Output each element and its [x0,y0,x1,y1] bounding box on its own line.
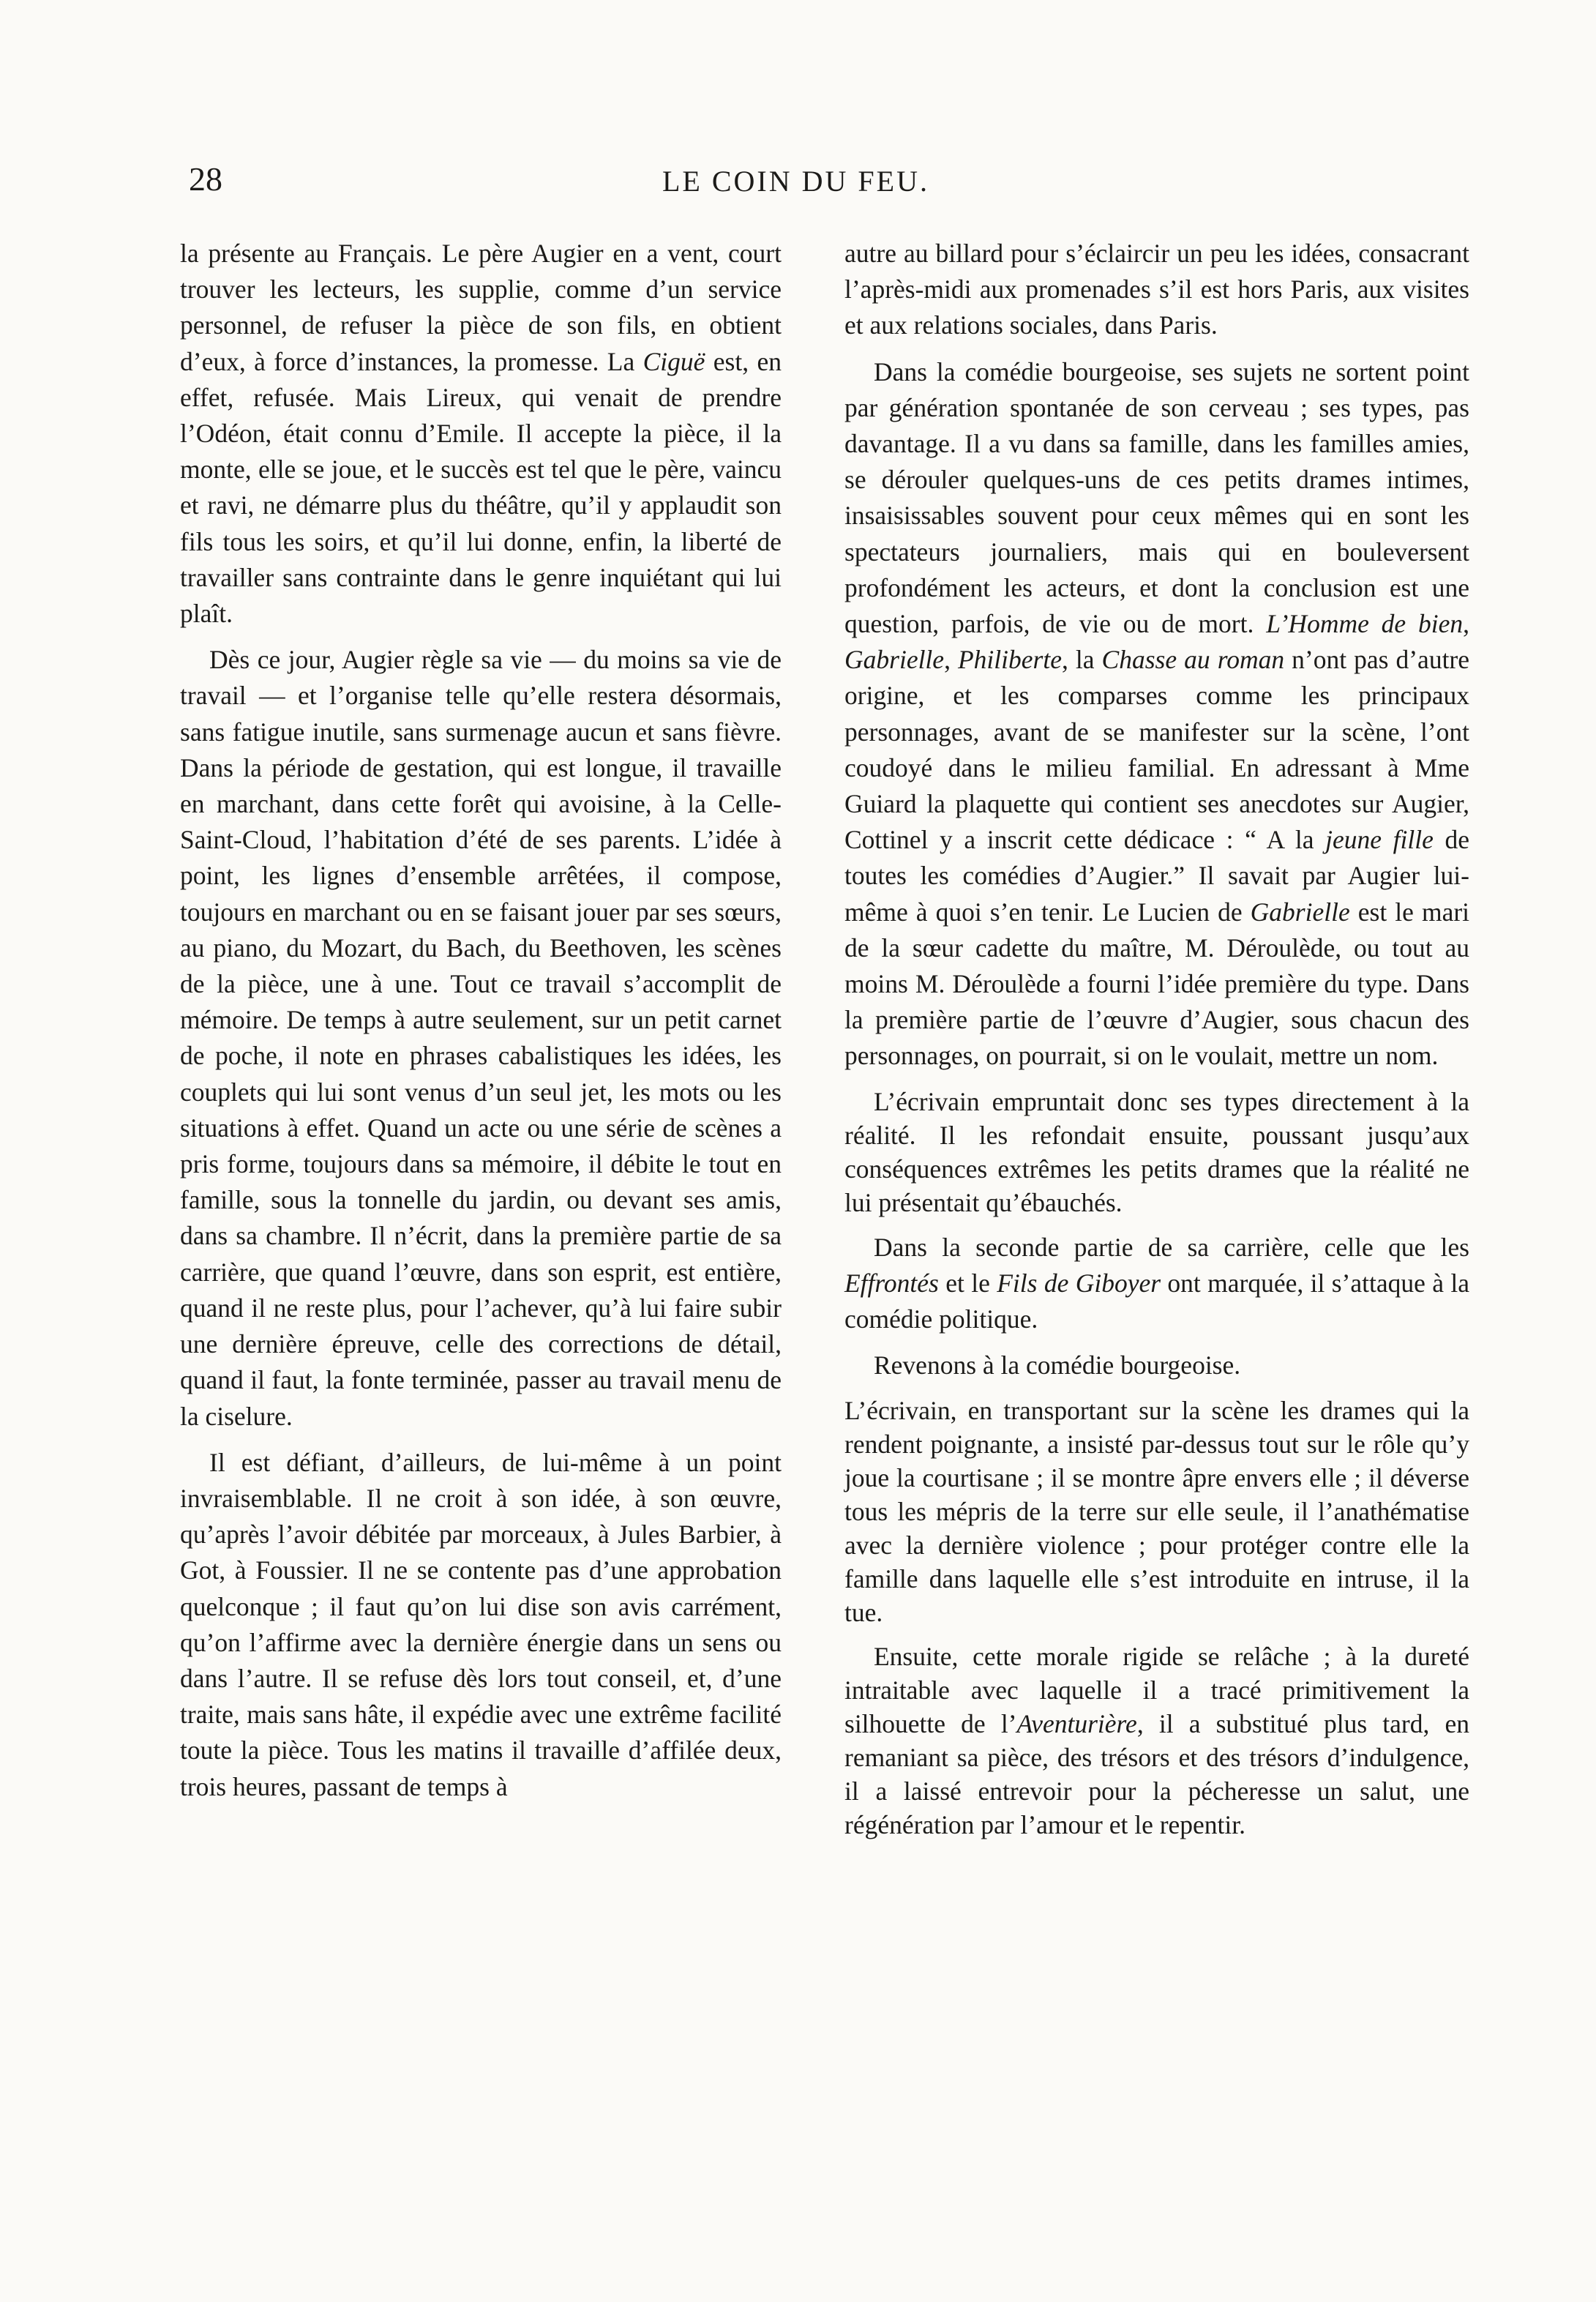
text-run: est le mari de la sœur cadette du maître, M. Déroulède, ou tout au moins M. Déroulède a fourni l’idée première du type. Dans la première partie de l’œuvre d’Augier, sous chacun des personnages, on pourrait, si on le voulait, mettre un nom. [844,897,1470,1071]
right-paragraph-7 [844,1640,1469,1842]
right-paragraph-2 [844,354,1469,1075]
play-title: Gabrielle [1250,897,1350,927]
right-paragraph-5: Revenons à la comédie bourgeoise. [874,1350,1241,1380]
right-paragraph-1: autre au billard pour s’éclaircir un peu les idées, consacrant l’après-midi aux promenades s’il est hors Paris, aux visites et aux relations sociales, dans Paris. [844,239,1469,340]
text-run: , [944,645,958,675]
left-column [180,236,782,1805]
text-run: , la [1061,645,1102,675]
text-run: est, en effet, refusée. Mais Lireux, qui venait de prendre l’Odéon, était connu d’Emile. Il accepte la pièce, il la monte, elle se joue, et le succès est tel que le père, vaincu et ravi, ne démarre plus du théâtre, qu’il y applaudit son fils tous les soirs, et qu’il lui donne, enfin, la liberté de travailler sans contrainte dans le genre inquiétant qui lui plaît. [180,346,782,629]
left-paragraph-1 [180,236,782,632]
emphasis: jeune fille [1325,825,1434,855]
page-number: 28 [189,160,222,198]
running-head: LE COIN DU FEU. [662,165,929,198]
right-paragraph-4 [844,1230,1469,1338]
play-title: Effrontés [844,1268,939,1298]
text-run: Dans la comédie bourgeoise, ses sujets ne sortent point par génération spontanée de son cerveau ; ses types, pas davantage. Il a vu dans sa famille, dans les familles amies, se dérouler quelques-uns de ces petits drames intimes, insaisissables souvent pour ceux mêmes qui en sont les spectateurs journaliers, mais qui en bouleversent profondément les acteurs, et dont la conclusion est une question, parfois, de vie ou de mort. [844,356,1469,639]
right-paragraph-3: L’écrivain empruntait donc ses types directement à la réalité. Il les refondait ensuite, poussant jusqu’aux conséquences extrêmes les petits drames que la réalité ne lui présentait qu’ébauchés. [844,1086,1469,1217]
text-run: et le [938,1268,997,1298]
text-run: Dans la seconde partie de sa carrière, celle que les [874,1232,1469,1262]
play-title: Philiberte [957,645,1062,675]
right-column [844,236,1469,1842]
play-title: Fils de Giboyer [997,1268,1161,1298]
play-title: Gabrielle [844,645,945,675]
text-run: , [1463,609,1469,639]
right-paragraph-6: L’écrivain, en transportant sur la scène les drames qui la rendent poignante, a insisté par-dessus tout sur le rôle qu’y joue la courtisane ; il se montre âpre envers elle ; il déverse tous les mépris de la terre sur elle seule, il l’anathématise avec la dernière violence ; pour protéger contre elle la famille dans laquelle elle s’est introduite en intruse, il la tue. [844,1396,1469,1628]
left-paragraph-3: Il est défiant, d’ailleurs, de lui-même à un point invraisemblable. Il ne croit à son idée, à son œuvre, qu’après l’avoir débitée par morceaux, à Jules Barbier, à Got, à Foussier. Il ne se contente pas d’une approbation quelconque ; il faut qu’on lui dise son avis carrément, qu’on l’affirme avec la dernière énergie dans un sens ou dans l’autre. Il se refuse dès lors tout conseil, et, d’une traite, mais sans hâte, il expédie avec une extrême facilité toute la pièce. Tous les matins il travaille d’affilée deux, trois heures, passant de temps à [180,1447,782,1801]
play-title: Ciguë [642,346,705,376]
play-title: L’Homme de bien [1266,609,1464,639]
play-title: Aventurière [1016,1709,1137,1739]
play-title: Chasse au roman [1101,645,1285,675]
text-run: la présente au Français. Le père Augier en a vent, court trouver les lecteurs, les supplie, comme d’un service personnel, de refuser la pièce de son fils, en obtient d’eux, à force d’instances, la promesse. La [180,239,782,376]
text-run: ont marquée, il s’attaque à la comédie politique. [844,1268,1469,1334]
text-run: n’ont pas d’autre origine, et les comparses comme les principaux personnages, avant de se manifester sur la scène, l’ont coudoyé dans le milieu familial. En adressant à Mme Guiard la plaquette qui contient ses anecdotes sur Augier, Cottinel y a inscrit cette dédicace : “ A la [844,645,1470,855]
text-run: , il a substitué plus tard, en remaniant sa pièce, des trésors et des trésors d’indulgence, il a laissé entrevoir pour la pécheresse un salut, une régénération par l’amour et le repentir. [844,1709,1469,1840]
text-run: de toutes les comédies d’Augier.” Il savait par Augier lui-même à quoi s’en tenir. Le Lucien de [844,825,1469,927]
text-run: Ensuite, cette morale rigide se relâche ; à la dureté intraitable avec laquelle il a tracé primitivement la silhouette de l’ [844,1642,1469,1739]
left-paragraph-2: Dès ce jour, Augier règle sa vie — du moins sa vie de travail — et l’organise telle qu’elle restera désormais, sans fatigue inutile, sans surmenage aucun et sans fièvre. Dans la période de gestation, qui est longue, il travaille en marchant, dans cette forêt qui avoisine, à la Celle-Saint-Cloud, l’habitation d’été de ses parents. L’idée à point, les lignes d’ensemble arrêtées, il compose, toujours en marchant ou en se faisant jouer par ses sœurs, au piano, du Mozart, du Bach, du Beethoven, les scènes de la pièce, une à une. Tout ce travail s’accomplit de mémoire. De temps à autre seulement, sur un petit carnet de poche, il note en phrases cabalistiques les idées, les couplets qui lui sont venus d’un seul jet, les mots ou les situations à effet. Quand un acte ou une série de scènes a pris forme, toujours dans sa mémoire, il débite le tout en famille, sous la tonnelle du jardin, ou devant ses amis, dans sa chambre. Il n’écrit, dans la première partie de sa carrière, que quand l’œuvre, dans son esprit, est entière, quand il ne reste plus, pour l’achever, qu’à lui faire subir une dernière épreuve, celle des corrections de détail, quand il faut, la fonte terminée, passer au travail menu de la ciselure. [180,645,782,1431]
